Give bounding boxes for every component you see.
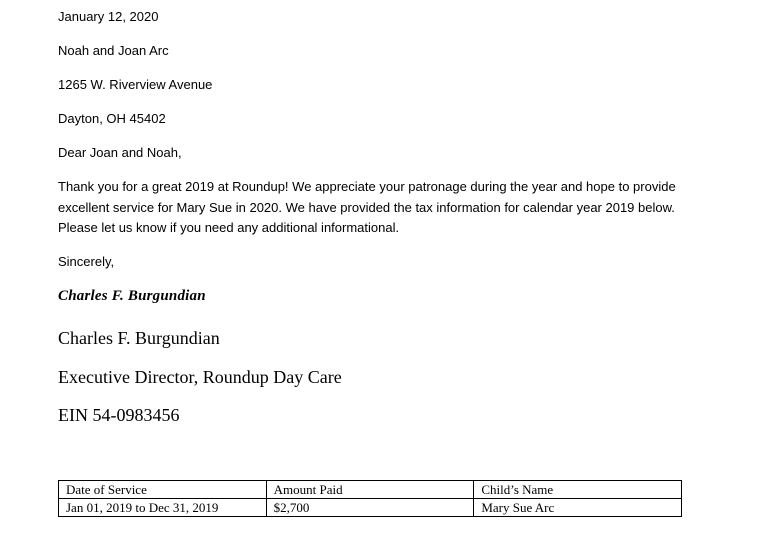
header-date-of-service: Date of Service <box>59 481 267 499</box>
recipient-name: Noah and Joan Arc <box>58 43 169 58</box>
letter-body: Thank you for a great 2019 at Roundup! We appreciate your patronage during the year and hope to provide excellent service for Mary Sue in 2020. We have provided the tax information for calendar year 2019 below. Please let us know if you need any additional informational. <box>58 179 676 235</box>
signer-title: Executive Director, Roundup Day Care <box>58 367 342 387</box>
table-row <box>59 499 682 517</box>
salutation: Dear Joan and Noah, <box>58 145 182 160</box>
service-table <box>58 480 682 517</box>
header-childs-name: Child’s Name <box>474 481 682 499</box>
header-amount-paid: Amount Paid <box>266 481 474 499</box>
address-line-1: 1265 W. Riverview Avenue <box>58 77 213 92</box>
handwritten-signature: Charles F. Burgundian <box>58 288 206 304</box>
closing: Sincerely, <box>58 254 115 269</box>
letter-date: January 12, 2020 <box>58 9 159 24</box>
signer-name: Charles F. Burgundian <box>58 328 220 348</box>
table-header-row <box>59 481 682 499</box>
cell-date-of-service: Jan 01, 2019 to Dec 31, 2019 <box>59 499 267 517</box>
ein-number: EIN 54-0983456 <box>58 405 180 425</box>
cell-amount-paid: $2,700 <box>266 499 474 517</box>
cell-childs-name: Mary Sue Arc <box>474 499 682 517</box>
address-line-2: Dayton, OH 45402 <box>58 111 166 126</box>
